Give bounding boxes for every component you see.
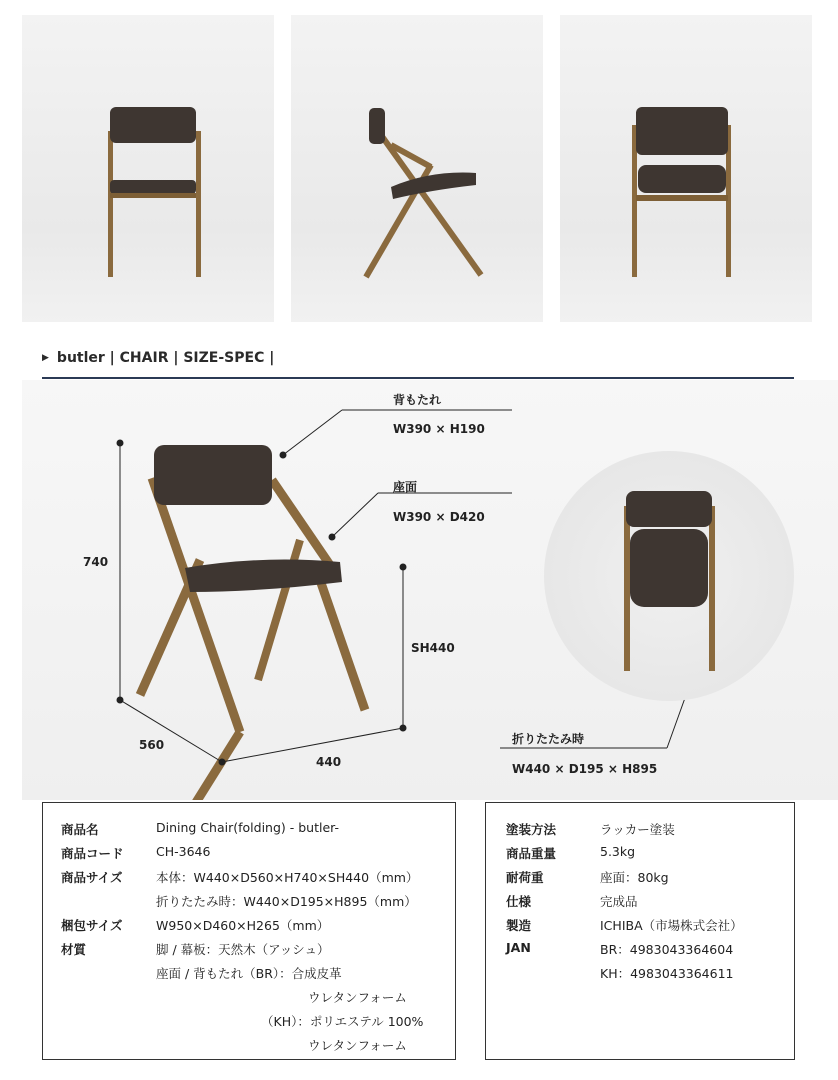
- depth-dimension: 560: [139, 738, 165, 752]
- spec-label: 梱包サイズ: [61, 918, 123, 933]
- spec-label: JAN: [506, 940, 531, 955]
- spec-table-left: [42, 802, 456, 1060]
- spec-value: W950×D460×H265（mm）: [156, 918, 330, 933]
- spec-value: 本体：W440×D560×H740×SH440（mm）: [156, 870, 419, 885]
- spec-value: 座面：80kg: [600, 870, 669, 885]
- photo-back: [560, 15, 812, 322]
- spec-value: ウレタンフォーム: [308, 990, 407, 1005]
- spec-value: ICHIBA（市場株式会社）: [600, 918, 743, 933]
- spec-label: 商品重量: [506, 846, 557, 861]
- spec-value: 折りたたみ時：W440×D195×H895（mm）: [156, 894, 417, 909]
- spec-label: 商品名: [61, 822, 99, 837]
- spec-value: KH：4983043364611: [600, 966, 734, 981]
- backrest-label: 背もたれ: [393, 393, 442, 407]
- spec-label: 耐荷重: [506, 870, 544, 885]
- folded-label: 折りたたみ時: [512, 732, 585, 746]
- photo-front: [22, 15, 274, 322]
- spec-label: 商品コード: [61, 846, 124, 861]
- seat-size: W390 × D420: [393, 510, 485, 524]
- spec-value: ウレタンフォーム: [308, 1038, 407, 1053]
- folded-size: W440 × D195 × H895: [512, 762, 658, 776]
- folded-chair-image: [544, 451, 794, 701]
- spec-value: ラッカー塗装: [600, 822, 675, 837]
- spec-value: BR：4983043364604: [600, 942, 734, 957]
- spec-label: 材質: [61, 942, 87, 957]
- photo-side: [291, 15, 543, 322]
- spec-table-right: [485, 802, 795, 1060]
- spec-label: 製造: [506, 918, 532, 933]
- spec-value: （KH）：ポリエステル 100%: [261, 1014, 424, 1029]
- spec-value: 完成品: [600, 894, 638, 909]
- width-dimension: 440: [316, 755, 342, 769]
- section-header: [42, 350, 274, 366]
- chair-back-image: [560, 15, 812, 322]
- spec-value: Dining Chair(folding) - butler-: [156, 820, 340, 835]
- spec-value: CH-3646: [156, 844, 211, 859]
- backrest-size: W390 × H190: [393, 422, 485, 436]
- chair-side-image: [291, 15, 543, 322]
- spec-label: 塗装方法: [506, 822, 557, 837]
- header-divider: [42, 377, 794, 379]
- spec-value: 脚 / 幕板：天然木（アッシュ）: [156, 942, 330, 957]
- seat-height-dimension: SH440: [411, 641, 455, 655]
- spec-value: 5.3kg: [600, 844, 636, 859]
- spec-label: 仕様: [506, 894, 532, 909]
- seat-label: 座面: [393, 480, 418, 494]
- height-dimension: 740: [83, 555, 109, 569]
- triangle-bullet-icon: ▶: [42, 353, 49, 363]
- chair-front-image: [22, 15, 274, 322]
- spec-value: 座面 / 背もたれ（BR）：合成皮革: [156, 966, 342, 981]
- spec-label: 商品サイズ: [61, 870, 123, 885]
- section-title: butler | CHAIR | SIZE-SPEC |: [56, 350, 275, 366]
